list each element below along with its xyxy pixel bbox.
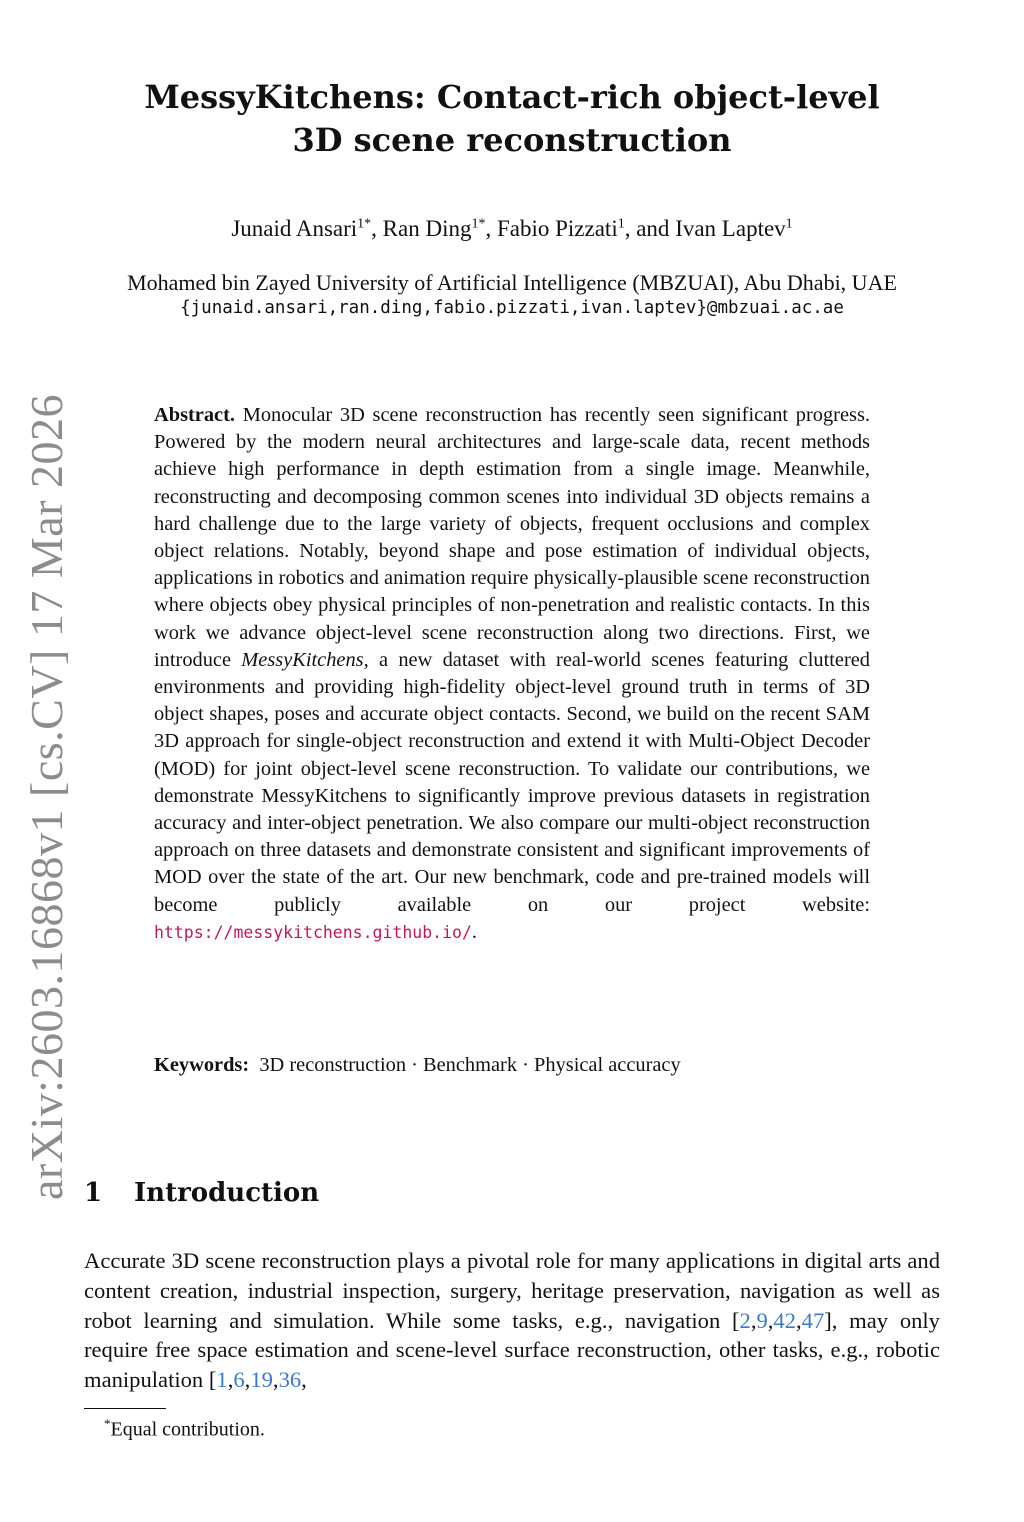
- keyword-item: Physical accuracy: [534, 1054, 681, 1076]
- footnote-divider: [84, 1408, 166, 1409]
- arxiv-identifier-stamp: arXiv:2603.16868v1 [cs.CV] 17 Mar 2026: [21, 393, 72, 1200]
- author-list: [90, 216, 934, 242]
- abstract-end: .: [471, 920, 477, 943]
- affiliation: Mohamed bin Zayed University of Artificial Intelligence (MBZUAI), Abu Dhabi, UAE: [127, 270, 897, 295]
- project-website-link[interactable]: https://messykitchens.github.io/: [154, 922, 472, 942]
- keyword-separator: ·: [406, 1054, 424, 1076]
- author-name: Ivan Laptev: [675, 216, 786, 241]
- citation-link[interactable]: 19: [250, 1367, 273, 1393]
- citation-link[interactable]: 47: [801, 1307, 825, 1333]
- citation-link[interactable]: 1: [216, 1367, 228, 1393]
- keywords: [154, 1054, 870, 1077]
- paper-title: [90, 76, 934, 162]
- author-name: Junaid Ansari: [231, 216, 358, 241]
- section-title: Introduction: [134, 1178, 320, 1208]
- title-line-1: MessyKitchens: Contact-rich object-level: [144, 78, 880, 116]
- section-heading-introduction: [84, 1178, 319, 1208]
- abstract-label: Abstract.: [154, 404, 235, 426]
- author-name: Fabio Pizzati: [496, 216, 618, 241]
- keyword-separator: ·: [517, 1054, 535, 1076]
- citation-link[interactable]: 36: [278, 1367, 302, 1393]
- introduction-paragraph: Accurate 3D scene reconstruction plays a pivotal role for many applications in digital arts and content creation, industrial inspection, surgery, heritage preservation, navigation as well as robot learning and simulation. While some tasks, e.g., navigation [2,9,42,47], may only require free space estimation and scene-level surface reconstruction, other tasks, e.g., robotic manipulation [1,6,19,36,: [84, 1248, 940, 1393]
- author-separator: , and: [624, 216, 676, 241]
- title-line-2: 3D scene reconstruction: [292, 121, 732, 159]
- author-emails[interactable]: {junaid.ansari,ran.ding,fabio.pizzati,ivan.laptev}@mbzuai.ac.ae: [180, 298, 844, 318]
- author-separator: ,: [485, 216, 497, 241]
- footnote-text: Equal contribution.: [110, 1418, 265, 1441]
- citation-link[interactable]: 2: [739, 1307, 751, 1333]
- keyword-item: Benchmark: [423, 1054, 518, 1076]
- intro-text: Accurate 3D scene reconstruction plays a pivotal role for many applications in digital arts and content creation, industrial inspection, surgery, heritage preservation, navigation as well as robot learning and simulation. While some tasks, e.g., navigation [: [84, 1248, 940, 1333]
- abstract: [154, 402, 870, 946]
- footnote: [104, 1416, 265, 1442]
- citation-link[interactable]: 9: [756, 1307, 768, 1333]
- author-mark: 1: [785, 216, 793, 232]
- author-separator: ,: [371, 216, 383, 241]
- intro-text: ], may only require free space estimation and scene-level surface reconstruction, other tasks, e.g., robotic manipulation [: [84, 1307, 940, 1393]
- dataset-name: MessyKitchens: [241, 648, 364, 671]
- keywords-label: Keywords:: [154, 1054, 250, 1076]
- author-mark: 1: [617, 216, 625, 232]
- keyword-item: 3D reconstruction: [259, 1054, 407, 1076]
- citation-link[interactable]: 42: [773, 1307, 797, 1333]
- author-mark: 1*: [357, 216, 372, 232]
- abstract-text-continued: , a new dataset with real-world scenes featuring cluttered environments and providing high-fidelity object-level ground truth in terms of 3D object shapes, poses and accurate object contacts. Second, we build on the recent SAM 3D approach for single-object reconstruction and extend it with Multi-Object Decoder (MOD) for joint object-level scene reconstruction. To validate our contributions, we demonstrate MessyKitchens to significantly improve previous datasets in registration accuracy and inter-object penetration. We also compare our multi-object reconstruction approach on three datasets and demonstrate consistent and significant improvements of MOD over the state of the art. Our new benchmark, code and pre-trained models will become publicly available on our project website:: [154, 648, 870, 916]
- author-mark: 1*: [471, 216, 486, 232]
- citation-link[interactable]: 6: [233, 1367, 245, 1393]
- intro-text: ,: [301, 1367, 307, 1393]
- section-number: 1: [84, 1178, 103, 1208]
- footnote-mark: *: [104, 1416, 111, 1431]
- author-name: Ran Ding: [382, 216, 472, 241]
- abstract-text: Monocular 3D scene reconstruction has recently seen significant progress. Powered by the modern neural architectures and large-scale data, recent methods achieve high performance in depth estimation from a single image. Meanwhile, reconstructing and decomposing common scenes into individual 3D objects remains a hard challenge due to the large variety of objects, frequent occlusions and complex object relations. Notably, beyond shape and pose estimation of individual objects, applications in robotics and animation require physically-plausible scene reconstruction where objects obey physical principles of non-penetration and realistic contacts. In this work we advance object-level scene reconstruction along two directions. First, we introduce: [154, 404, 870, 671]
